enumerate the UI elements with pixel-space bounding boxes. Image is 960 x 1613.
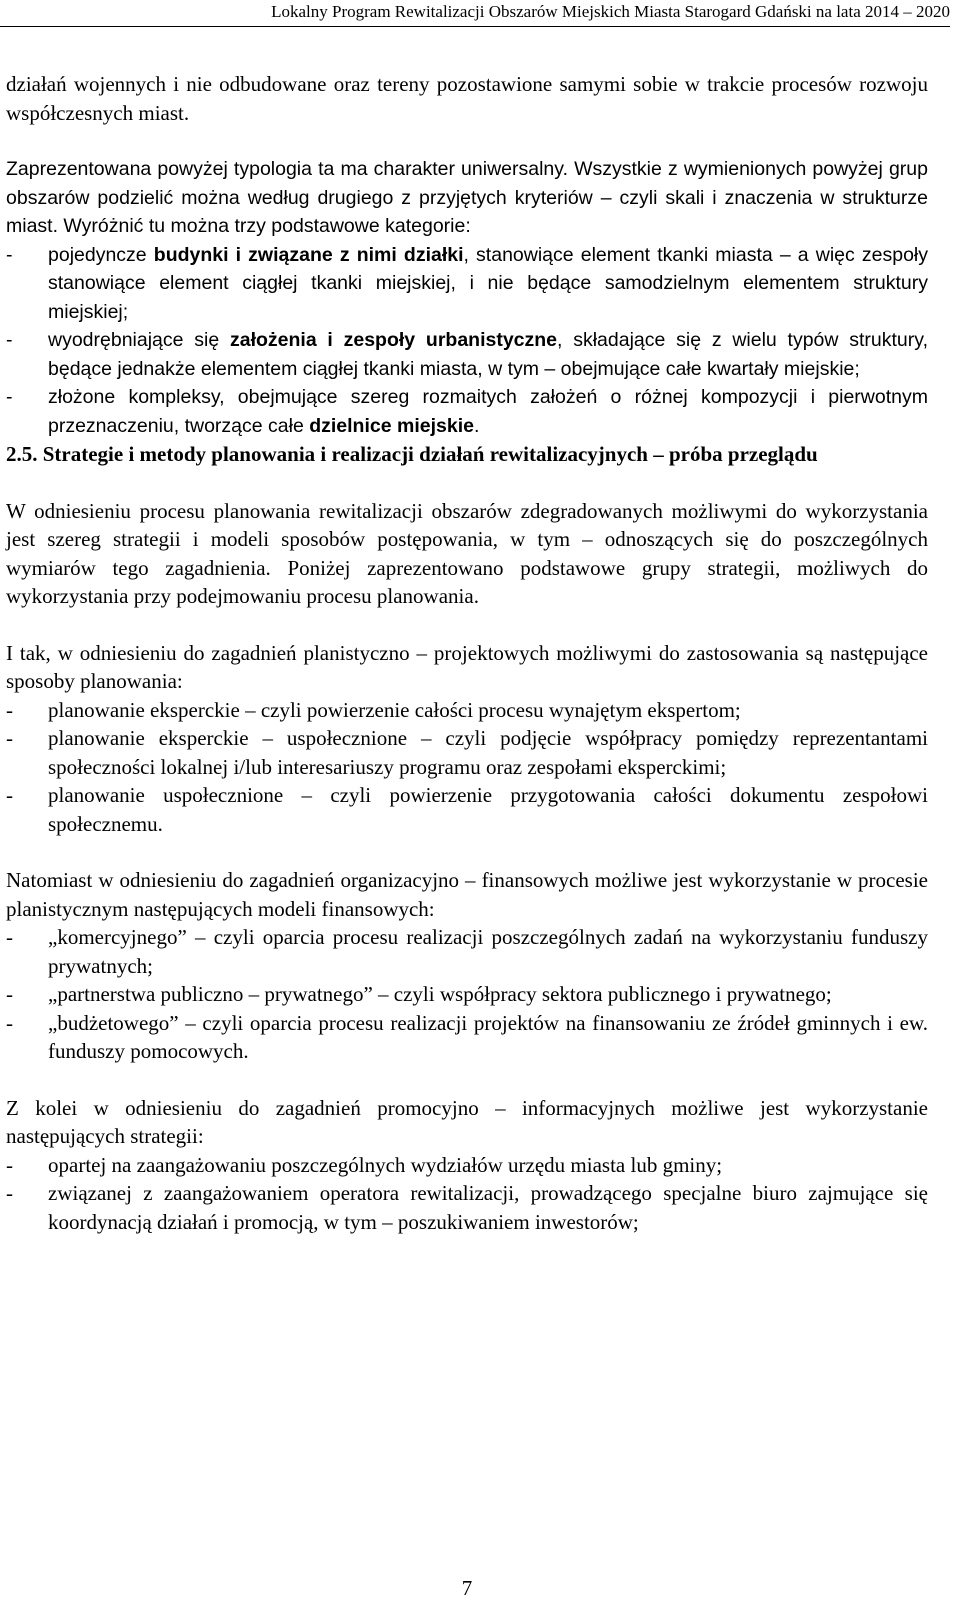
list-item <box>6 326 928 383</box>
list-marker: - <box>6 1010 13 1035</box>
section-heading: 2.5. Strategie i metody planowania i realizacji działań rewitalizacyjnych – próba przeglądu <box>6 442 818 466</box>
list-marker: - <box>6 1152 13 1177</box>
item-text: , stanowiące element tkanki miasta – a więc zespoły stanowiące element ciągłej tkanki miejskiej, i nie będące samodzielnym elementem struktury miejskiej; <box>48 243 928 323</box>
list-marker: - <box>6 726 13 750</box>
list-marker: - <box>6 697 13 722</box>
item-bold-term: budynki i związane z nimi działki <box>153 243 464 266</box>
paragraph-financial: Natomiast w odniesieniu do zagadnień organizacyjno – finansowych możliwe jest wykorzystanie w procesie planistycznym następujących modeli finansowych: <box>6 868 928 921</box>
item-text: planowanie uspołecznione – czyli powierzenie przygotowania całości dokumentu zespołowi społecznemu. <box>48 783 928 836</box>
list-item <box>6 980 928 1009</box>
list-promotional-strategies <box>6 1151 928 1237</box>
list-marker: - <box>6 925 13 949</box>
list-item <box>6 923 928 980</box>
item-text: związanej z zaangażowaniem operatora rewitalizacji, prowadzącego specjalne biuro zajmujące się koordynacją działań i promocją, w tym – poszukiwaniem inwestorów; <box>48 1181 928 1234</box>
list-marker: - <box>6 1181 13 1205</box>
list-marker: - <box>6 243 13 266</box>
list-marker: - <box>6 783 13 807</box>
paragraph-promotional: Z kolei w odniesieniu do zagadnień promocyjno – informacyjnych możliwe jest wykorzystanie następujących strategii: <box>6 1095 928 1148</box>
item-text: , składające się z wielu typów struktury, będące jednakże elementem ciągłej tkanki miasta, w tym – obejmujące całe kwartały miejskie; <box>48 329 928 380</box>
item-text: „budżetowego” – czyli oparcia procesu realizacji projektów na finansowaniu ze źródeł gminnych i ew. funduszy pomocowych. <box>48 1010 928 1063</box>
list-marker: - <box>6 386 13 408</box>
list-marker: - <box>6 329 13 351</box>
list-item <box>6 1151 928 1180</box>
header-title: Lokalny Program Rewitalizacji Obszarów Miejskich Miasta Starogard Gdański na lata 2014 – 2020 <box>271 2 950 21</box>
page-number: 7 <box>461 1576 473 1600</box>
document-body <box>6 70 928 1236</box>
list-marker: - <box>6 982 13 1006</box>
list-item <box>6 383 928 440</box>
paragraph-strategies: W odniesieniu procesu planowania rewitalizacji obszarów zdegradowanych możliwymi do wykorzystania jest szereg strategii i modeli sposobów postępowania, w tym – odnoszących się do poszczególnych wymiarów tego zagadnienia. Poniżej zaprezentowano podstawowe grupy strategii, możliwych do wykorzystania przy podejmowaniu procesu planowania. <box>6 498 928 608</box>
item-text: . <box>473 414 480 437</box>
item-bold-term: założenia i zespoły urbanistyczne <box>229 329 558 351</box>
item-text: złożone kompleksy, obejmujące szereg rozmaitych założeń o różnej kompozycji i pierwotnym przeznaczeniu, tworzące całe <box>48 386 928 437</box>
paragraph-typology: Zaprezentowana powyżej typologia ta ma charakter uniwersalny. Wszystkie z wymienionych powyżej grup obszarów podzielić można według drugiego z przyjętych kryteriów – czyli skali i znaczenia w strukturze miast. Wyróżnić tu można trzy podstawowe kategorie: <box>6 158 928 237</box>
list-financial-models <box>6 923 928 1066</box>
item-text: „komercyjnego” – czyli oparcia procesu realizacji poszczególnych zadań na wykorzystaniu funduszy prywatnych; <box>48 925 928 978</box>
item-text: pojedyncze <box>48 243 154 266</box>
list-item <box>6 781 928 838</box>
item-text: „partnerstwa publiczno – prywatnego” – czyli współpracy sektora publicznego i prywatnego; <box>48 982 832 1006</box>
item-text: opartej na zaangażowaniu poszczególnych wydziałów urzędu miasta lub gminy; <box>48 1152 723 1177</box>
list-item <box>6 1009 928 1066</box>
item-bold-term: dzielnice miejskie <box>309 414 474 437</box>
list-categories <box>6 241 928 441</box>
list-planning-methods <box>6 696 928 839</box>
list-item <box>6 241 928 327</box>
list-item <box>6 696 928 725</box>
list-item <box>6 1179 928 1236</box>
item-text: wyodrębniające się <box>48 329 230 351</box>
list-item <box>6 724 928 781</box>
item-text: planowanie eksperckie – uspołecznione – czyli podjęcie współpracy pomiędzy reprezentantami społeczności lokalnej i/lub interesariuszy programu oraz zespołami eksperckimi; <box>48 726 928 779</box>
item-text: planowanie eksperckie – czyli powierzenie całości procesu wynajętym ekspertom; <box>48 697 741 722</box>
paragraph-planning: I tak, w odniesieniu do zagadnień planistyczno – projektowych możliwymi do zastosowania są następujące sposoby planowania: <box>6 640 928 693</box>
page-header <box>0 0 950 27</box>
paragraph-continuation: działań wojennych i nie odbudowane oraz tereny pozostawione samymi sobie w trakcie procesów rozwoju współczesnych miast. <box>6 72 928 125</box>
